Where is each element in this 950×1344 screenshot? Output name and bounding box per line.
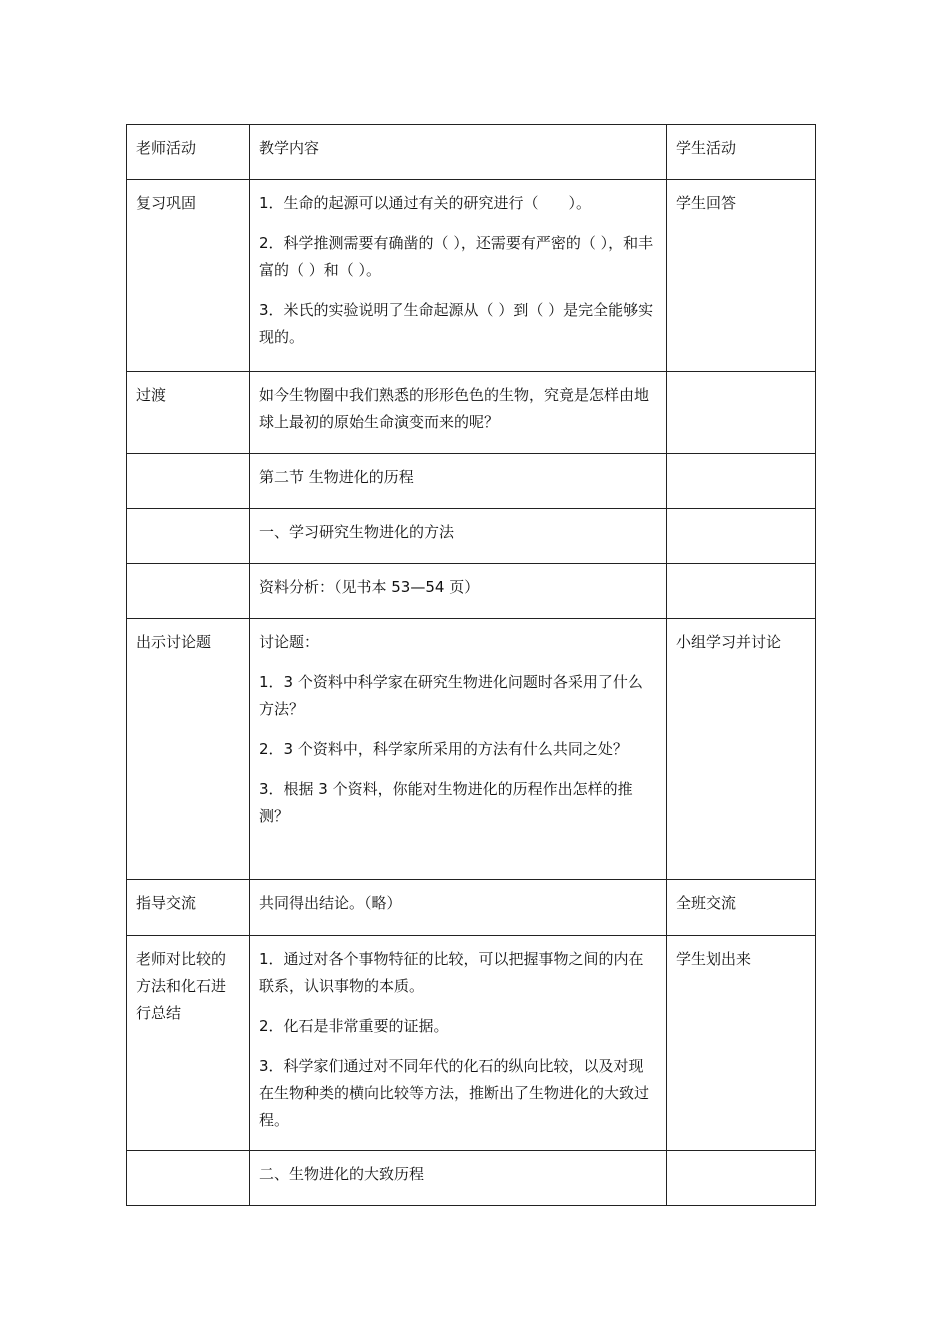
content-paragraph: 2．化石是非常重要的证据。 [259,1017,449,1035]
teaching-content-cell [250,936,667,1151]
teacher-activity-cell: 出示讨论题 [127,619,250,880]
lesson-plan-table [126,124,816,1206]
teacher-activity-cell: 指导交流 [127,880,250,936]
content-paragraph: 1．生命的起源可以通过有关的研究进行（ ）。 [259,194,592,212]
student-activity-cell: 全班交流 [667,880,816,936]
teaching-content-cell [250,880,667,936]
teacher-activity-cell [127,454,250,509]
teacher-activity-cell [127,509,250,564]
content-paragraph: 一、学习研究生物进化的方法 [259,523,455,541]
table-row [127,509,816,564]
student-activity-cell: 学生回答 [667,180,816,372]
table-row [127,880,816,936]
student-activity-cell: 学生划出来 [667,936,816,1151]
content-paragraph: 3．米氏的实验说明了生命起源从（ ）到（ ）是完全能够实现的。 [259,301,654,346]
content-paragraph: 第二节 生物进化的历程 [259,468,414,486]
content-paragraph: 1．3 个资料中科学家在研究生物进化问题时各采用了什么方法？ [259,673,643,718]
student-activity-cell [667,454,816,509]
teacher-activity-cell: 复习巩固 [127,180,250,372]
teaching-content-cell [250,1151,667,1206]
content-paragraph: 二、生物进化的大致历程 [259,1165,425,1183]
student-activity-cell [667,372,816,454]
content-paragraph: 1．通过对各个事物特征的比较，可以把握事物之间的内在联系，认识事物的本质。 [259,950,644,995]
header-teacher-activity: 老师活动 [127,125,250,180]
header-teaching-content: 教学内容 [250,125,667,180]
teacher-activity-cell: 过渡 [127,372,250,454]
header-row [127,125,816,180]
teacher-activity-cell: 老师对比较的方法和化石进行总结 [127,936,250,1151]
table-row [127,454,816,509]
table-row [127,180,816,372]
table-body [127,125,816,1206]
content-paragraph: 如今生物圈中我们熟悉的形形色色的生物，究竟是怎样由地球上最初的原始生命演变而来的呢？ [259,386,650,431]
teaching-content-cell [250,454,667,509]
student-activity-cell [667,1151,816,1206]
content-paragraph: 3．根据 3 个资料，你能对生物进化的历程作出怎样的推测？ [259,780,633,825]
table-row [127,619,816,880]
teacher-activity-cell [127,564,250,619]
teaching-content-cell [250,509,667,564]
student-activity-cell: 小组学习并讨论 [667,619,816,880]
table-row [127,564,816,619]
table-row [127,936,816,1151]
header-student-activity: 学生活动 [667,125,816,180]
content-paragraph: 资料分析：（见书本 53—54 页） [259,578,480,596]
student-activity-cell [667,564,816,619]
content-paragraph: 2．科学推测需要有确凿的（ ），还需要有严密的（ ），和丰富的（ ）和（ ）。 [259,234,654,279]
teaching-content-cell [250,564,667,619]
teacher-activity-cell [127,1151,250,1206]
teaching-content-cell [250,372,667,454]
table-row [127,372,816,454]
teaching-content-cell [250,619,667,880]
student-activity-cell [667,509,816,564]
content-paragraph: 3．科学家们通过对不同年代的化石的纵向比较，以及对现在生物种类的横向比较等方法，推断出了生物进化的大致过程。 [259,1057,650,1129]
teaching-content-cell [250,180,667,372]
content-paragraph: 讨论题： [259,633,320,651]
content-paragraph: 共同得出结论。（略） [259,894,402,912]
content-paragraph: 2．3 个资料中，科学家所采用的方法有什么共同之处？ [259,740,628,758]
table-row [127,1151,816,1206]
